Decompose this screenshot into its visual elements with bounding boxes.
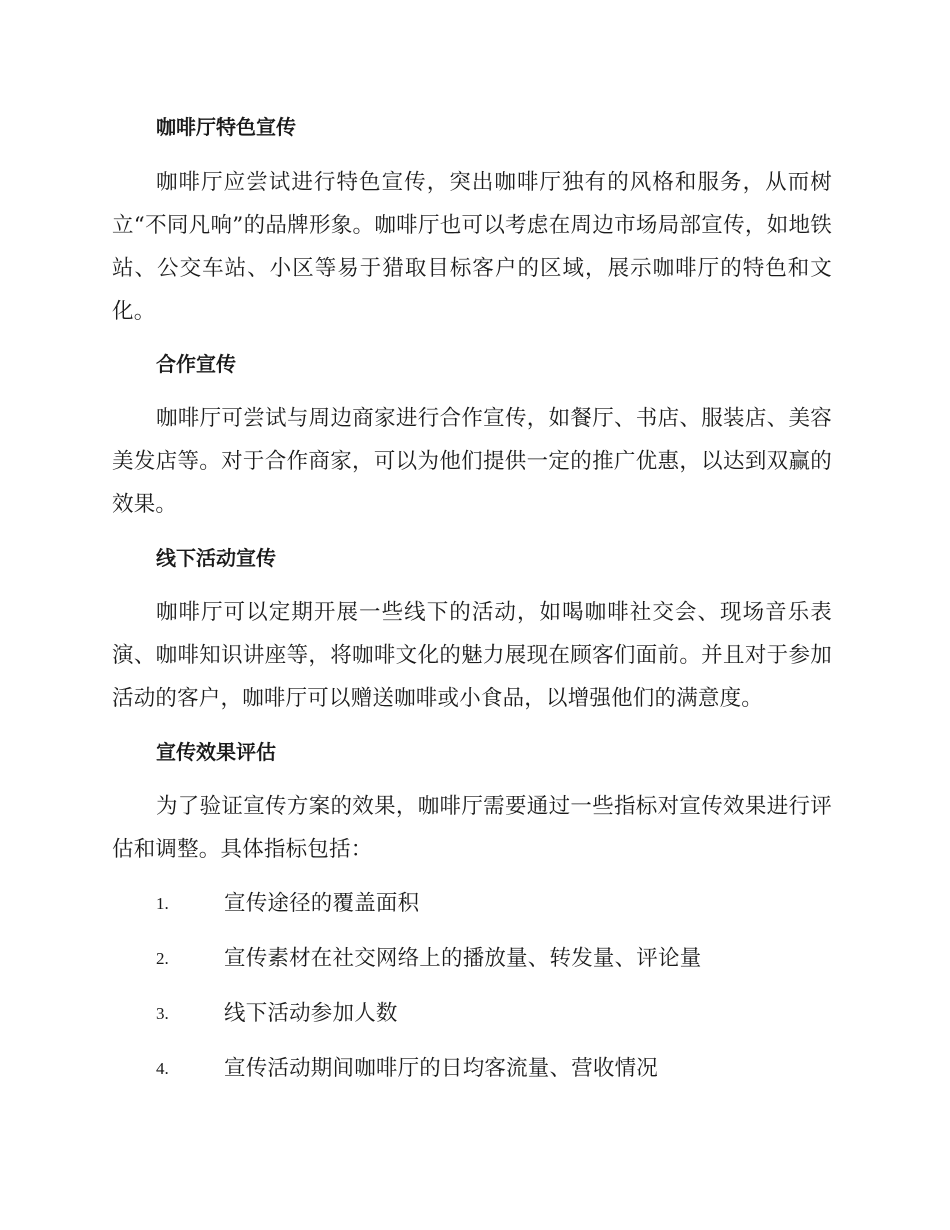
section-body-effect-evaluation: 为了验证宣传方案的效果，咖啡厅需要通过一些指标对宣传效果进行评估和调整。具体指标包括： [112, 794, 832, 862]
section-body-feature-promotion: 咖啡厅应尝试进行特色宣传，突出咖啡厅独有的风格和服务，从而树立“不同凡响”的品牌形象。咖啡厅也可以考虑在周边市场局部宣传，如地铁站、公交车站、小区等易于猎取目标客户的区域，展示咖啡厅的特色和文化。 [112, 170, 832, 324]
section-heading-effect-evaluation: 宣传效果评估 [156, 740, 276, 764]
list-item-text: 宣传活动期间咖啡厅的日均客流量、营收情况 [224, 1056, 659, 1081]
metric-list-item [156, 999, 796, 1029]
section-heading-cooperative-promotion: 合作宣传 [156, 352, 236, 376]
list-item-text: 宣传途径的覆盖面积 [224, 891, 420, 916]
metric-list-item [156, 1054, 796, 1084]
list-item-text: 宣传素材在社交网络上的播放量、转发量、评论量 [224, 946, 702, 971]
section-heading-offline-events: 线下活动宣传 [156, 546, 276, 570]
list-number: 3. [156, 1004, 169, 1023]
metric-list-item [156, 889, 796, 919]
metric-list-item [156, 944, 796, 974]
list-number: 2. [156, 949, 169, 968]
section-body-offline-events: 咖啡厅可以定期开展一些线下的活动，如喝咖啡社交会、现场音乐表演、咖啡知识讲座等，将咖啡文化的魅力展现在顾客们面前。并且对于参加活动的客户，咖啡厅可以赠送咖啡或小食品，以增强他们的满意度。 [112, 600, 832, 711]
list-number: 4. [156, 1059, 169, 1078]
list-number: 1. [156, 894, 169, 913]
section-body-cooperative-promotion: 咖啡厅可尝试与周边商家进行合作宣传，如餐厅、书店、服装店、美容美发店等。对于合作商家，可以为他们提供一定的推广优惠，以达到双赢的效果。 [112, 406, 832, 517]
section-heading-feature-promotion: 咖啡厅特色宣传 [156, 115, 296, 139]
list-item-text: 线下活动参加人数 [224, 1001, 398, 1026]
